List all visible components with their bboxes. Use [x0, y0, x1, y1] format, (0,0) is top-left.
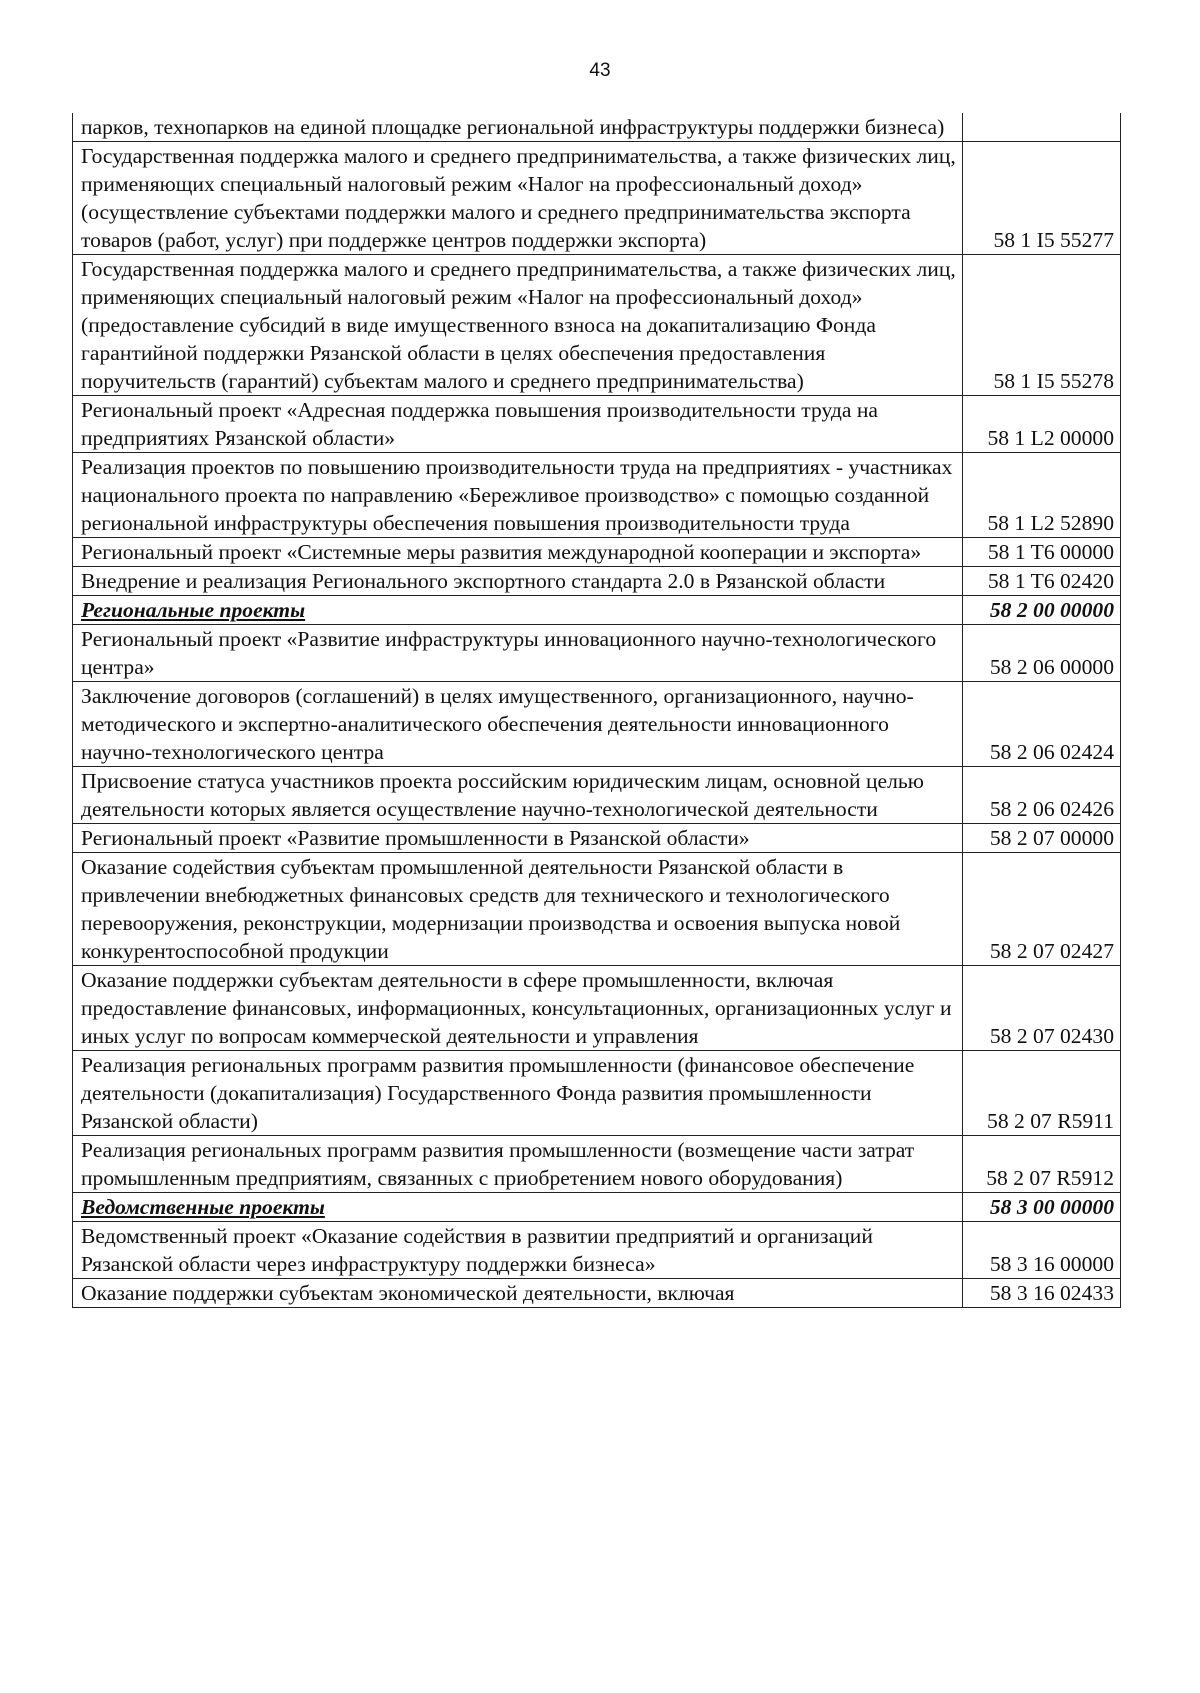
table-row: [73, 625, 1121, 682]
row-code: 58 2 06 02426: [963, 767, 1121, 824]
row-description: [73, 567, 963, 596]
table-row: [73, 853, 1121, 966]
row-description-text: Региональный проект «Развитие инфраструктуры инновационного научно-технологического центра»: [81, 627, 937, 679]
table-row: [73, 538, 1121, 567]
row-code: 58 2 07 R5912: [963, 1136, 1121, 1193]
row-description-text: Реализация региональных программ развития промышленности (возмещение части затрат промышленным предприятиям, связанных с приобретением нового оборудования): [81, 1138, 915, 1190]
row-code: 58 1 T6 00000: [963, 538, 1121, 567]
table-row: [73, 567, 1121, 596]
row-description-text: Государственная поддержка малого и среднего предпринимательства, а также физических лиц, применяющих специальный налоговый режим «Налог на профессиональный доход» (предоставление субсидий в виде имущественного взноса на докапитализацию Фонда гарантийной поддержки Рязанской области в целях обеспечения предоставления поручительств (гарантий) субъектам малого и среднего предпринимательства): [81, 257, 956, 393]
row-description-text: Присвоение статуса участников проекта российским юридическим лицам, основной целью деятельности которых является осуществление научно-технологической деятельности: [81, 769, 924, 821]
row-description-text: Оказание поддержки субъектам деятельности в сфере промышленности, включая предоставление финансовых, информационных, консультационных, организационных услуг и иных услуг по вопросам коммерческой деятельности и управления: [81, 968, 952, 1048]
row-description: [73, 767, 963, 824]
row-description: [73, 538, 963, 567]
table-row: [73, 767, 1121, 824]
row-description-text: парков, технопарков на единой площадке региональной инфраструктуры поддержки бизнеса): [81, 115, 945, 139]
row-code: 58 2 00 00000: [963, 596, 1121, 625]
row-description: [73, 596, 963, 625]
row-description: [73, 1193, 963, 1222]
row-code: 58 2 07 02430: [963, 966, 1121, 1051]
row-description: [73, 453, 963, 538]
page-number: 43: [589, 60, 611, 81]
row-code: [963, 113, 1121, 142]
row-description: [73, 396, 963, 453]
budget-classification-table: [72, 113, 1121, 1308]
row-description: [73, 966, 963, 1051]
row-description: [73, 255, 963, 396]
table-row: [73, 1051, 1121, 1136]
row-description: [73, 853, 963, 966]
table-row: [73, 396, 1121, 453]
row-code: 58 2 06 00000: [963, 625, 1121, 682]
row-code: 58 2 07 00000: [963, 824, 1121, 853]
row-description-text: Региональный проект «Системные меры развития международной кооперации и экспорта»: [81, 540, 922, 564]
row-description-text: Оказание поддержки субъектам экономической деятельности, включая: [81, 1281, 735, 1305]
row-code: 58 1 L2 00000: [963, 396, 1121, 453]
section-row: [73, 596, 1121, 625]
row-description-text: Государственная поддержка малого и среднего предпринимательства, а также физических лиц, применяющих специальный налоговый режим «Налог на профессиональный доход» (осуществление субъектами поддержки малого и среднего предпринимательства экспорта товаров (работ, услуг) при поддержке центров поддержки экспорта): [81, 144, 956, 252]
table-row: [73, 1279, 1121, 1308]
row-description-text: Региональные проекты: [81, 598, 306, 622]
table-row: [73, 1222, 1121, 1279]
row-description-text: Региональный проект «Адресная поддержка повышения производительности труда на предприятиях Рязанской области»: [81, 398, 879, 450]
row-description: [73, 1136, 963, 1193]
row-code: 58 2 07 02427: [963, 853, 1121, 966]
row-code: 58 2 06 02424: [963, 682, 1121, 767]
table-body: [73, 113, 1121, 1308]
row-description-text: Ведомственные проекты: [81, 1195, 325, 1219]
row-description-text: Внедрение и реализация Регионального экспортного стандарта 2.0 в Рязанской области: [81, 569, 886, 593]
row-code: 58 1 I5 55277: [963, 142, 1121, 255]
table-row: [73, 113, 1121, 142]
row-code: 58 2 07 R5911: [963, 1051, 1121, 1136]
row-code: 58 1 T6 02420: [963, 567, 1121, 596]
table-row: [73, 682, 1121, 767]
row-description: [73, 142, 963, 255]
row-description: [73, 824, 963, 853]
table-row: [73, 255, 1121, 396]
row-code: 58 3 16 00000: [963, 1222, 1121, 1279]
table-row: [73, 966, 1121, 1051]
row-description-text: Реализация региональных программ развития промышленности (финансовое обеспечение деятельности (докапитализация) Государственного Фонда развития промышленности Рязанской области): [81, 1053, 915, 1133]
table-row: [73, 142, 1121, 255]
row-description-text: Ведомственный проект «Оказание содействия в развитии предприятий и организаций Рязанской области через инфраструктуру поддержки бизнеса»: [81, 1224, 873, 1276]
row-description: [73, 1222, 963, 1279]
row-description-text: Реализация проектов по повышению производительности труда на предприятиях - участниках национального проекта по направлению «Бережливое производство» с помощью созданной региональной инфраструктуры обеспечения повышения производительности труда: [81, 455, 953, 535]
row-description-text: Региональный проект «Развитие промышленности в Рязанской области»: [81, 826, 750, 850]
section-row: [73, 1193, 1121, 1222]
row-code: 58 1 L2 52890: [963, 453, 1121, 538]
row-description: [73, 113, 963, 142]
table-row: [73, 824, 1121, 853]
row-description: [73, 625, 963, 682]
row-code: 58 3 00 00000: [963, 1193, 1121, 1222]
table-row: [73, 453, 1121, 538]
table-row: [73, 1136, 1121, 1193]
row-description: [73, 1279, 963, 1308]
row-code: 58 3 16 02433: [963, 1279, 1121, 1308]
row-description-text: Оказание содействия субъектам промышленной деятельности Рязанской области в привлечении внебюджетных финансовых средств для технического и технологического перевооружения, реконструкции, модернизации производства и освоения выпуска новой конкурентоспособной продукции: [81, 855, 901, 963]
row-description: [73, 682, 963, 767]
row-code: 58 1 I5 55278: [963, 255, 1121, 396]
row-description: [73, 1051, 963, 1136]
row-description-text: Заключение договоров (соглашений) в целях имущественного, организационного, научно-методического и экспертно-аналитического обеспечения деятельности инновационного научно-технологического центра: [81, 684, 914, 764]
